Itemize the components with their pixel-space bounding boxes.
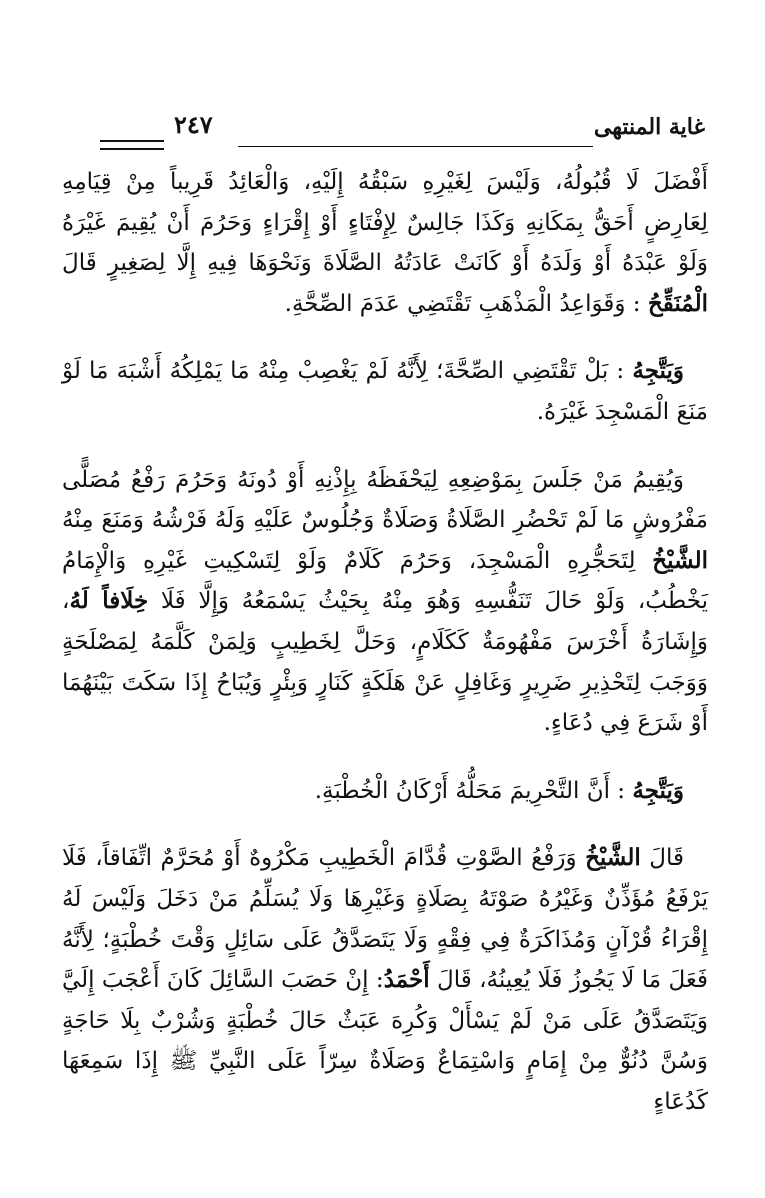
- text-segment: قَالَ: [640, 845, 684, 872]
- main-text: [62, 162, 708, 1122]
- yattajih-heading: وَيَتَّجِهُ: [632, 357, 684, 385]
- paragraph-5: [62, 838, 708, 1122]
- header-rule: [238, 146, 593, 147]
- text-segment: : أَنَّ التَّحْرِيمَ مَحَلُّهُ أَرْكَانُ الْخُطْبَةِ.: [314, 777, 633, 804]
- header-double-rule: [100, 140, 164, 150]
- scholar-name: الشَّيْخُ: [585, 844, 641, 872]
- paragraph-4: [62, 771, 708, 812]
- scholar-name: الشَّيْخُ: [652, 546, 708, 574]
- paragraph-1: [62, 162, 708, 324]
- paragraph-3: [62, 460, 708, 744]
- page-number: ٢٤٧: [174, 110, 213, 139]
- text-segment: ، وَإِشَارَةُ أَخْرَسَ مَفْهُومَةٌ كَكَلَامٍ، وَحَلَّ لِخَطِيبٍ وَلِمَنْ كَلَّمَهُ لِمَصْلَحَةٍ وَوَجَبَ لِتَحْذِيرِ ضَرِيرٍ وَغَافِلٍ عَنْ هَلَكَةٍ كَنَارٍ وَبِئْرٍ وَيُبَاحُ إِذَا سَكَتَ بَيْنَهُمَا أَوْ شَرَعَ فِي دُعَاءٍ.: [62, 588, 708, 737]
- text-segment: : بَلْ تَقْتَضِي الصِّحَّةَ؛ لِأَنَّهُ لَمْ يَغْصِبْ مِنْهُ مَا يَمْلِكُهُ أَشْبَهَ مَا لَوْ مَنَعَ الْمَسْجِدَ غَيْرَهُ.: [62, 358, 708, 425]
- running-title: غاية المنتهى: [593, 114, 705, 140]
- text-segment: : وَقَوَاعِدُ الْمَذْهَبِ تَقْتَضِي عَدَمَ الصِّحَّةِ.: [284, 290, 648, 317]
- text-segment: وَرَفْعُ الصَّوْتِ قُدَّامَ الْخَطِيبِ مَكْرُوهٌ أَوْ مُحَرَّمٌ اتِّفَاقاً، فَلَا يَرْفَعُ مُؤَذِّنٌ وَغَيْرُهُ صَوْتَهُ بِصَلَاةٍ وَغَيْرِهَا وَلَا يُسَلِّمُ مَنْ دَخَلَ وَلَيْسَ لَهُ إِقْرَاءُ قُرْآنٍ وَمُذَاكَرَةٌ فِي فِقْهٍ وَلَا يَتَصَدَّقُ عَلَى سَائِلٍ وَقْتَ خُطْبَةٍ؛ لِأَنَّهُ فَعَلَ مَا لَا يَجُوزُ فَلَا يُعِينُهُ، قَالَ: [62, 845, 708, 994]
- paragraph-2: [62, 351, 708, 432]
- text-segment: وَيُقِيمُ مَنْ جَلَسَ بِمَوْضِعِهِ لِيَحْفَظَهُ بِإِذْنِهِ أَوْ دُونَهُ وَحَرُمَ رَفْعُ مُصَلًّى مَفْرُوشٍ مَا لَمْ تَحْضُرِ الصَّلَاةُ وَصَلَاةٌ وَجُلُوسٌ عَلَيْهِ وَلَهُ فَرْشُهُ وَمَنَعَ مِنْهُ: [62, 466, 708, 534]
- scholar-name: الْمُنَقِّحُ: [647, 289, 708, 317]
- dispute-marker: خِلَافاً لَهُ: [69, 587, 149, 615]
- scholar-name: أَحْمَدُ: [383, 966, 430, 994]
- text-segment: : إِنْ حَصَبَ السَّائِلَ كَانَ أَعْجَبَ إِلَيَّ وَيَتَصَدَّقُ عَلَى مَنْ لَمْ يَسْأَلْ وَكُرِهَ عَبَثٌ حَالَ خُطْبَةٍ وَشُرْبٌ بِلَا حَاجَةٍ وَسُنَّ دُنُوٌّ مِنْ إِمَامٍ وَاسْتِمَاعٌ وَصَلَاةٌ سِرّاً عَلَى النَّبِيِّ ﷺ إِذَا سَمِعَهَا كَدُعَاءٍ: [62, 967, 708, 1115]
- page-header: [100, 106, 705, 154]
- text-segment: لِتَحَجُّرِهِ الْمَسْجِدَ، وَحَرُمَ كَلَامٌ وَلَوْ لِتَسْكِيتِ غَيْرِهِ وَالْإِمَامُ يَخْطُبُ، وَلَوْ حَالَ تَنَفُّسِهِ وَهُوَ مِنْهُ بِحَيْثُ يَسْمَعُهُ وَإِلَّا فَلَا: [62, 547, 708, 615]
- yattajih-heading: وَيَتَّجِهُ: [632, 776, 684, 804]
- text-segment: أَفْضَلَ لَا قُبُولُهُ، وَلَيْسَ لِغَيْرِهِ سَبْقُهُ إِلَيْهِ، وَالْعَائِدُ قَرِيباً مِنْ قِيَامِهِ لِعَارِضٍ أَحَقُّ بِمَكَانِهِ وَكَذَا جَالِسٌ لِإِفْتَاءٍ أَوْ إِقْرَاءٍ وَحَرُمَ أَنْ يُقِيمَ غَيْرَهُ وَلَوْ عَبْدَهُ أَوْ وَلَدَهُ أَوْ كَانَتْ عَادَتُهُ الصَّلَاةَ وَنَحْوَهَا فِيهِ إِلَّا لِصَغِيرٍ قَالَ: [62, 169, 708, 277]
